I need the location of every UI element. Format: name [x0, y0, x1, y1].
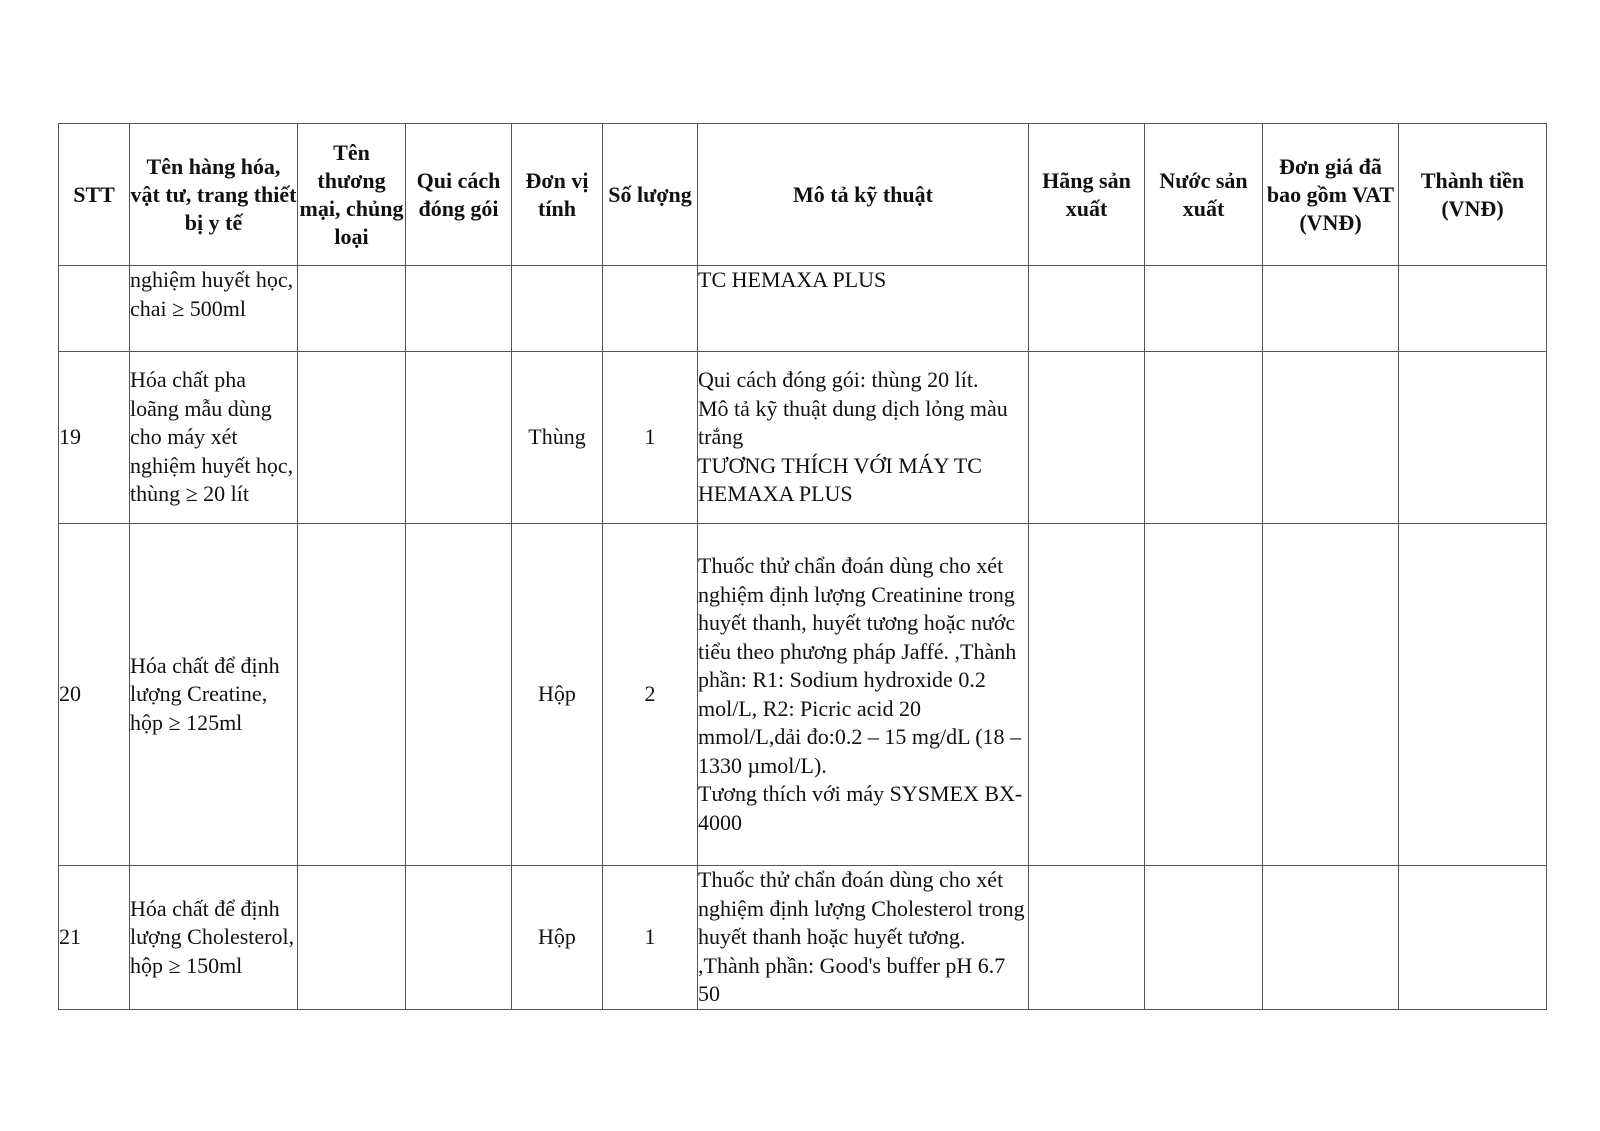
- cell-country: [1145, 524, 1263, 866]
- header-row: [59, 124, 1547, 266]
- cell-stt: 19: [59, 352, 130, 524]
- header-unit: Đơn vị tính: [512, 124, 603, 266]
- cell-packaging: [406, 524, 512, 866]
- item-name-text: Hóa chất để định lượng Cholesterol, hộp ≥ 150ml: [130, 895, 295, 978]
- cell-technical-description: [698, 352, 1029, 524]
- cell-technical-description: [698, 266, 1029, 352]
- description-line: Thuốc thử chẩn đoán dùng cho xét nghiệm định lượng Cholesterol trong huyết thanh hoặc huyết tương. ,Thành phần: Good's buffer pH 6.7 50: [698, 867, 1025, 1006]
- cell-manufacturer: [1029, 866, 1145, 1010]
- cell-trade-name: [298, 352, 406, 524]
- description-line: Tương thích với máy SYSMEX BX-4000: [698, 781, 1023, 835]
- cell-unit: Hộp: [512, 866, 603, 1010]
- cell-item-name: [130, 524, 298, 866]
- cell-unit-price: [1263, 352, 1399, 524]
- table-row: [59, 524, 1547, 866]
- item-name-text: Hóa chất pha loãng mẫu dùng cho máy xét nghiệm huyết học, thùng ≥ 20 lít: [130, 367, 294, 507]
- description-line: Thuốc thử chẩn đoán dùng cho xét nghiệm định lượng Creatinine trong huyết thanh, huyết tương hoặc nước tiểu theo phương pháp Jaffé. ,Thành phần: R1: Sodium hydroxide 0.2 mol/L, R2: Picric acid 20 mmol/L,dải đo:0.2 – 15 mg/dL (18 – 1330 µmol/L).: [698, 553, 1022, 778]
- cell-stt: [59, 266, 130, 352]
- cell-country: [1145, 352, 1263, 524]
- cell-stt: 21: [59, 866, 130, 1010]
- cell-technical-description: [698, 866, 1029, 1010]
- cell-quantity: 1: [603, 866, 698, 1010]
- item-name-text: Hóa chất để định lượng Creatine, hộp ≥ 125ml: [130, 652, 280, 735]
- cell-unit: [512, 266, 603, 352]
- header-quantity: Số lượng: [603, 124, 698, 266]
- description-line: TƯƠNG THÍCH VỚI MÁY TC HEMAXA PLUS: [698, 452, 982, 507]
- cell-quantity: 2: [603, 524, 698, 866]
- header-technical-description: Mô tả kỹ thuật: [698, 124, 1029, 266]
- cell-unit-price: [1263, 524, 1399, 866]
- cell-item-name: [130, 266, 298, 352]
- table-row: [59, 266, 1547, 352]
- cell-packaging: [406, 266, 512, 352]
- header-country: Nước sản xuất: [1145, 124, 1263, 266]
- description-line: Mô tả kỹ thuật dung dịch lỏng màu trắng: [698, 395, 1008, 450]
- header-manufacturer: Hãng sản xuất: [1029, 124, 1145, 266]
- cell-quantity: 1: [603, 352, 698, 524]
- procurement-table: [58, 123, 1547, 1010]
- header-packaging: Qui cách đóng gói: [406, 124, 512, 266]
- cell-item-name: [130, 352, 298, 524]
- cell-trade-name: [298, 866, 406, 1010]
- table-row: [59, 352, 1547, 524]
- header-item-name: Tên hàng hóa, vật tư, trang thiết bị y tế: [130, 124, 298, 266]
- cell-trade-name: [298, 266, 406, 352]
- cell-stt: 20: [59, 524, 130, 866]
- cell-total: [1399, 866, 1547, 1010]
- cell-technical-description: [698, 524, 1029, 866]
- description-line: Qui cách đóng gói: thùng 20 lít.: [698, 367, 979, 393]
- cell-total: [1399, 352, 1547, 524]
- header-trade-name: Tên thương mại, chủng loại: [298, 124, 406, 266]
- cell-unit: Thùng: [512, 352, 603, 524]
- cell-manufacturer: [1029, 352, 1145, 524]
- description-line: TC HEMAXA PLUS: [698, 267, 887, 292]
- cell-country: [1145, 266, 1263, 352]
- cell-quantity: [603, 266, 698, 352]
- cell-total: [1399, 524, 1547, 866]
- table-row: [59, 866, 1547, 1010]
- cell-packaging: [406, 352, 512, 524]
- cell-unit-price: [1263, 266, 1399, 352]
- header-total: Thành tiền (VNĐ): [1399, 124, 1547, 266]
- header-unit-price: Đơn giá đã bao gồm VAT (VNĐ): [1263, 124, 1399, 266]
- cell-unit: Hộp: [512, 524, 603, 866]
- cell-unit-price: [1263, 866, 1399, 1010]
- cell-trade-name: [298, 524, 406, 866]
- cell-manufacturer: [1029, 524, 1145, 866]
- cell-country: [1145, 866, 1263, 1010]
- cell-manufacturer: [1029, 266, 1145, 352]
- header-stt: STT: [59, 124, 130, 266]
- cell-packaging: [406, 866, 512, 1010]
- cell-total: [1399, 266, 1547, 352]
- item-name-text: nghiệm huyết học, chai ≥ 500ml: [130, 267, 294, 321]
- cell-item-name: [130, 866, 298, 1010]
